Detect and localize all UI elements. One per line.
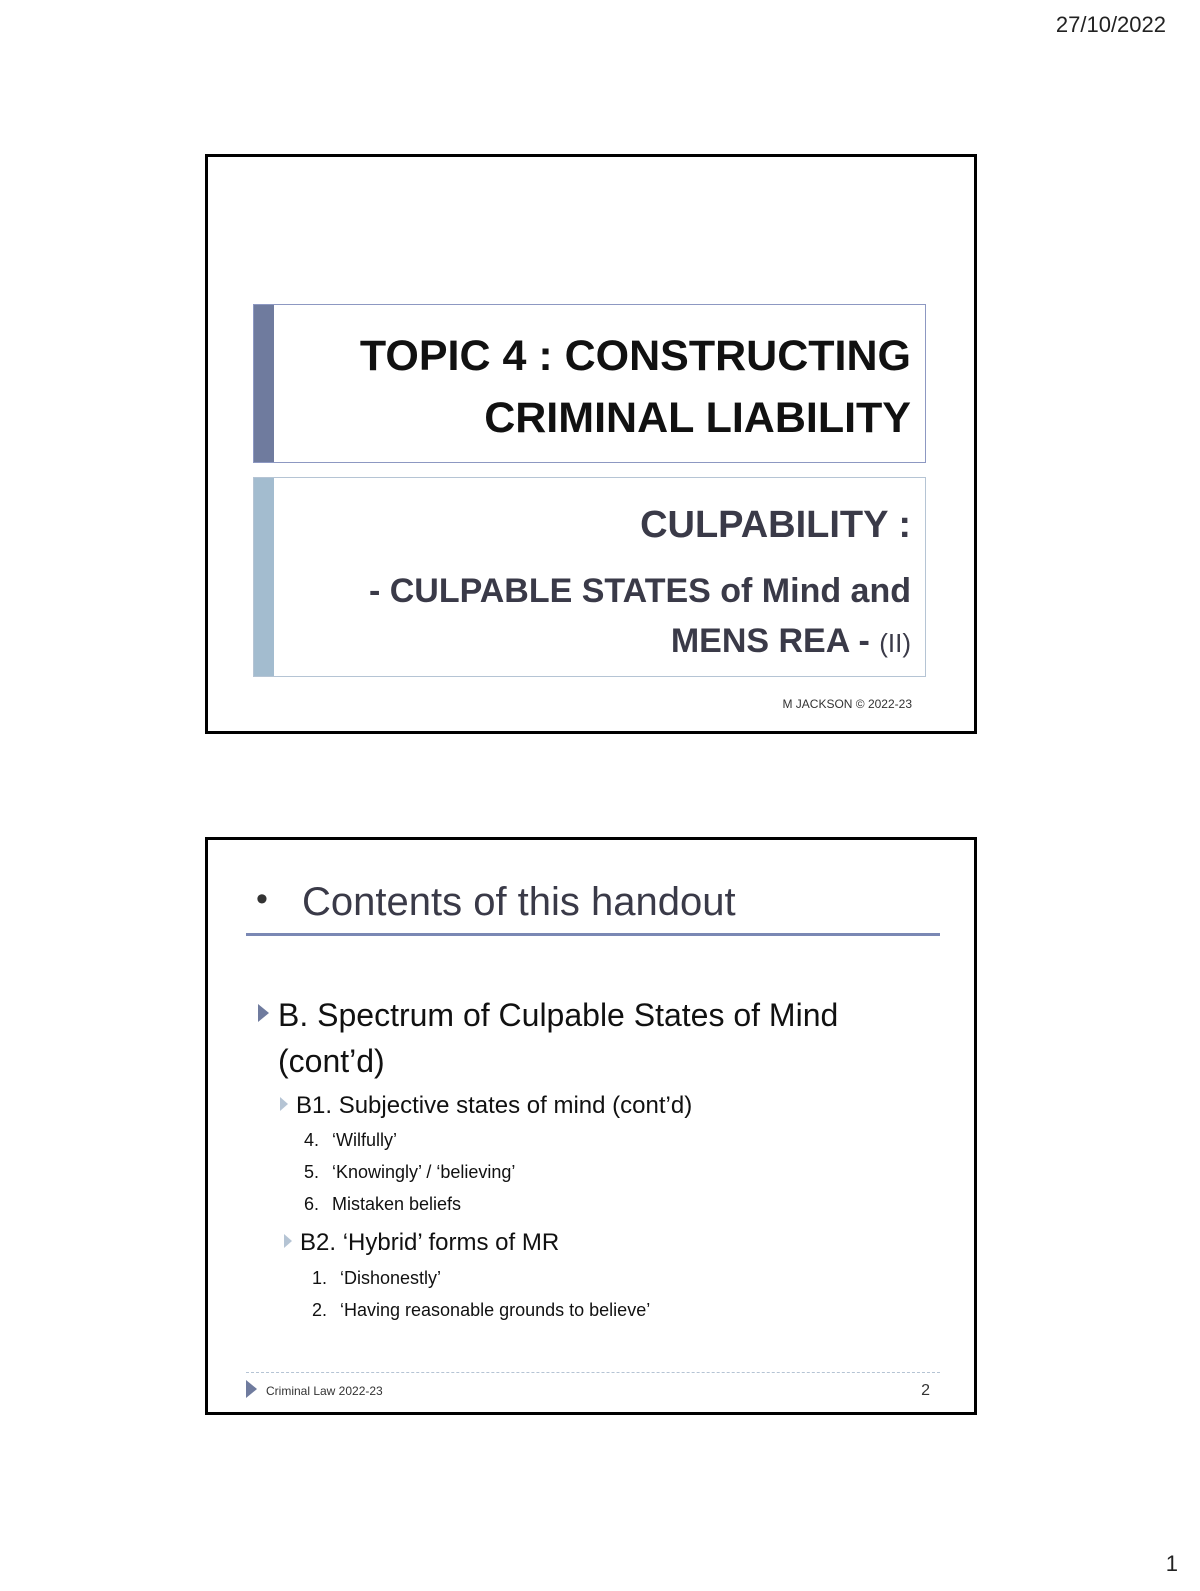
b1-label: B1. Subjective states of mind (cont’d) [296, 1092, 693, 1119]
subtitle-line-2-roman: (II) [879, 628, 911, 658]
heading-text: Contents of this handout [302, 880, 736, 924]
author-credit: M JACKSON © 2022-23 [782, 697, 912, 711]
list-item: 1. ‘Dishonestly’ [312, 1268, 442, 1288]
footer-divider [246, 1372, 940, 1373]
triangle-bullet-icon [284, 1234, 292, 1248]
subtitle-line-2-main: MENS REA - [670, 622, 880, 660]
page-number: 1 [1165, 1551, 1178, 1576]
main-bullet [258, 992, 918, 1084]
heading-bullet: • [256, 880, 268, 918]
list-item: 5. ‘Knowingly’ / ‘believing’ [304, 1162, 516, 1182]
page-date: 27/10/2022 [1055, 12, 1166, 37]
title-box [253, 304, 926, 463]
subtitle-line-1: - CULPABLE STATES of Mind and [368, 572, 911, 610]
b1-subheading [280, 1092, 692, 1120]
subtitle-line-2 [311, 616, 911, 668]
triangle-bullet-icon [258, 1004, 269, 1022]
b2-label: B2. ‘Hybrid’ forms of MR [300, 1229, 560, 1256]
footer-text: Criminal Law 2022-23 [266, 1384, 383, 1398]
slide-heading [246, 876, 940, 936]
b2-subheading [284, 1229, 559, 1257]
list-item: 6. Mistaken beliefs [304, 1194, 462, 1214]
subtitle-text [311, 566, 911, 668]
slide-title [311, 325, 911, 449]
slide-number: 2 [921, 1382, 930, 1399]
title-accent-bar [254, 305, 274, 462]
subtitle-box [253, 477, 926, 677]
list-item: 4. ‘Wilfully’ [304, 1130, 397, 1150]
subtitle-heading: CULPABILITY : [640, 504, 911, 546]
footer-triangle-icon [246, 1380, 257, 1398]
subtitle-accent-bar [254, 478, 274, 676]
title-line-2: CRIMINAL LIABILITY [484, 394, 911, 442]
slide-1 [205, 154, 977, 734]
triangle-bullet-icon [280, 1097, 288, 1111]
title-line-1: TOPIC 4 : CONSTRUCTING [359, 332, 911, 380]
main-bullet-text: B. Spectrum of Culpable States of Mind (cont’d) [278, 997, 839, 1079]
list-item: 2. ‘Having reasonable grounds to believe’ [312, 1300, 651, 1320]
slide-2 [205, 837, 977, 1415]
